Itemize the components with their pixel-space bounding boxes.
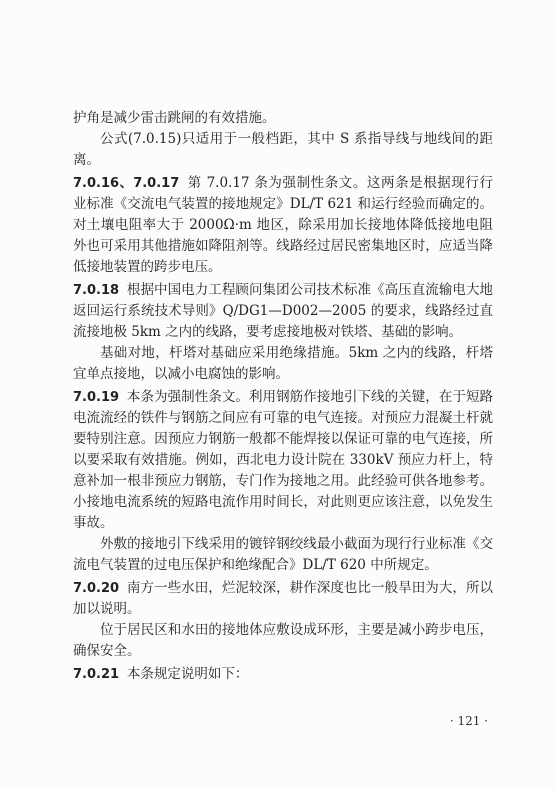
paragraph-text: 位于居民区和水田的接地体应敷设成环形，主要是减小跨步电压，确保安全。	[73, 622, 493, 659]
section-number: 7.0.21	[73, 667, 120, 682]
paragraph-text: 护角是减少雷击跳闸的有效措施。	[73, 110, 276, 126]
section-number: 7.0.16、7.0.17	[73, 176, 180, 191]
section-7-0-16-17	[73, 173, 493, 278]
section-number: 7.0.20	[73, 581, 120, 596]
paragraph-text: 第 7.0.17 条为强制性条文。这两条是根据现行行业标准《交流电气装置的接地规定》DL/T 621 和运行经验而确定的。对土壤电阻率大于 2000Ω·m 地区，除采用加长接地体降低接地电阻外也可采用其他措施如降阻剂等。线路经过居民密集地区时，应适当降低接地装置的跨步电压。	[73, 175, 493, 275]
section-7-0-20	[73, 578, 493, 620]
paragraph-foundation-insulation	[73, 343, 493, 385]
section-number: 7.0.19	[73, 390, 120, 405]
paragraph-text: 基础对地，杆塔对基础应采用绝缘措施。5km 之内的线路，杆塔宜单点接地，以减小电腐蚀的影响。	[73, 345, 493, 382]
paragraph-continuation	[73, 108, 493, 129]
section-7-0-18	[73, 280, 493, 343]
paragraph-text: 南方一些水田，烂泥较深，耕作深度也比一般旱田为大，所以加以说明。	[73, 580, 493, 617]
paragraph-text: 根据中国电力工程顾问集团公司技术标准《高压直流输电大地返回运行系统技术导则》Q/DG1—D002—2005 的要求，线路经过直流接地极 5km 之内的线路，要考虑接地极对铁塔、基础的影响。	[73, 282, 493, 340]
paragraph-text: 本条规定说明如下：	[126, 666, 249, 682]
page-number: · 121 ·	[449, 714, 488, 728]
section-7-0-21	[73, 664, 493, 685]
paragraph-ring-electrode	[73, 620, 493, 662]
section-number: 7.0.18	[73, 283, 120, 298]
paragraph-formula-note	[73, 129, 493, 171]
section-7-0-19	[73, 387, 493, 534]
paragraph-text: 本条为强制性条文。利用钢筋作接地引下线的关键，在于短路电流流经的铁件与钢筋之间应有可靠的电气连接。对预应力混凝土杆就要特别注意。因预应力钢筋一般都不能焊接以保证可靠的电气连接，所以要采取有效措施。例如，西北电力设计院在 330kV 预应力杆上，特意补加一根非预应力钢筋，专门作为接地之用。此经验可供各地参考。小接地电流系统的短路电流作用时间长，对此则更应该注意，以免发生事故。	[73, 389, 493, 531]
paragraph-downlead-standard	[73, 534, 493, 576]
body-text	[73, 108, 493, 685]
paragraph-text: 外敷的接地引下线采用的镀锌钢绞线最小截面为现行行业标准《交流电气装置的过电压保护和绝缘配合》DL/T 620 中所规定。	[73, 536, 493, 573]
paragraph-text: 公式(7.0.15)只适用于一般档距，其中 S 系指导线与地线间的距离。	[73, 131, 493, 168]
